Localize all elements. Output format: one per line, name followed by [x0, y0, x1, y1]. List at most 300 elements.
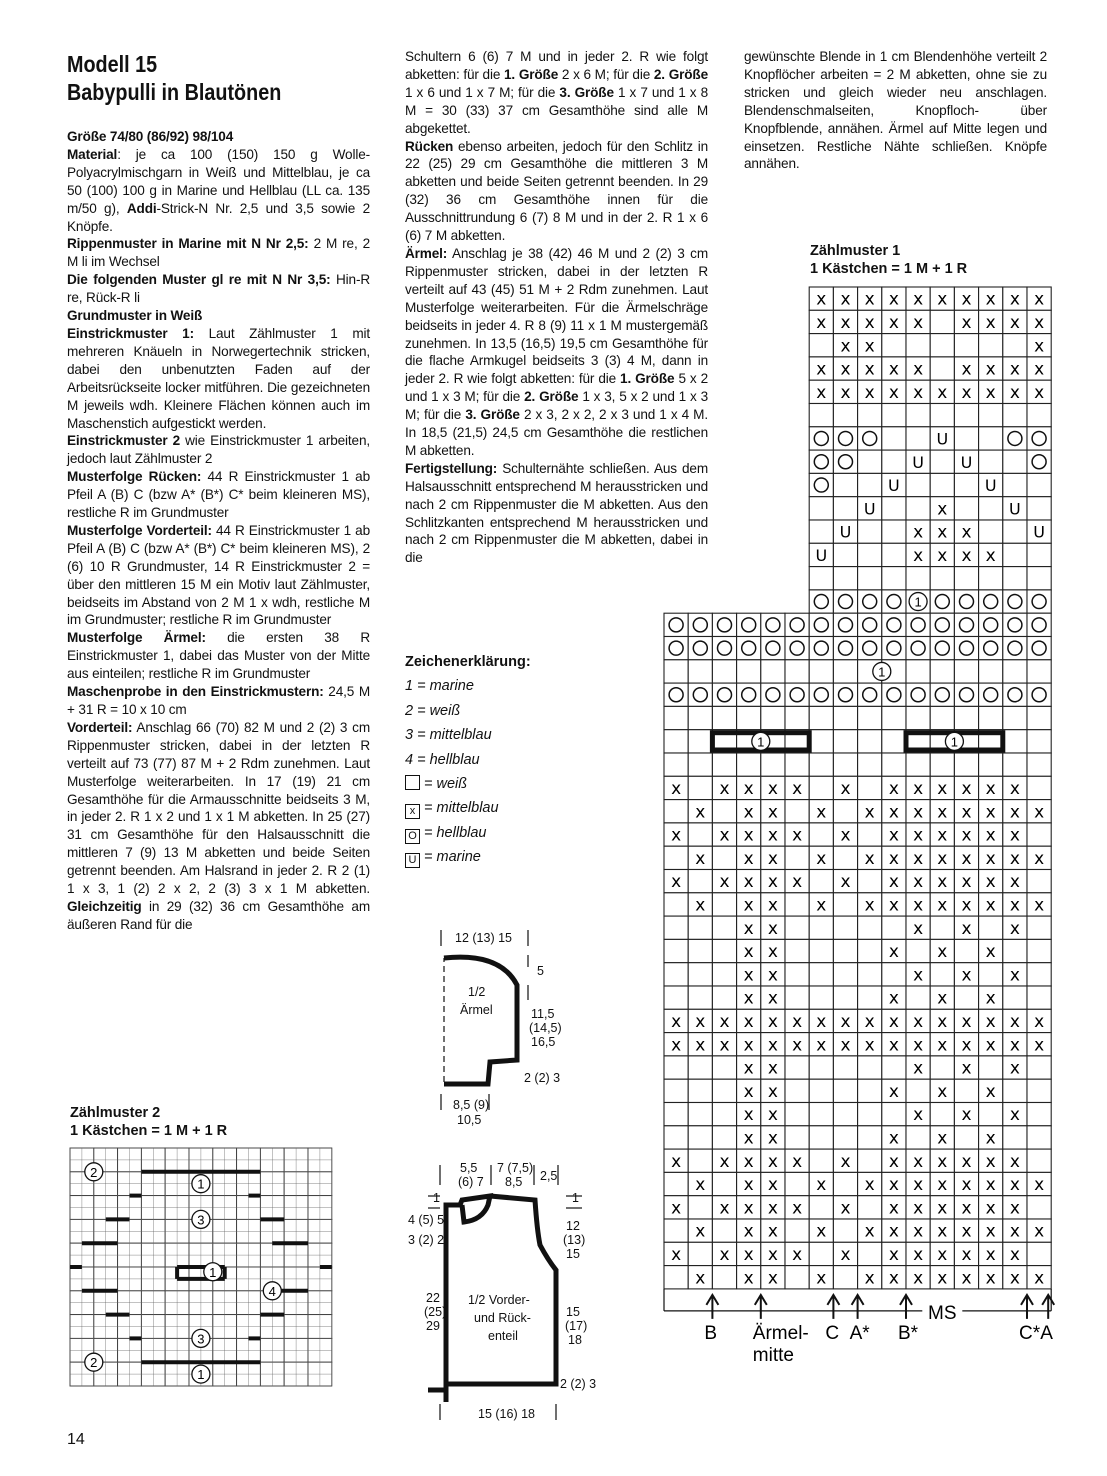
chart-cell	[785, 800, 809, 823]
chart-cell	[954, 986, 978, 1009]
chart-cell	[761, 706, 785, 729]
arrow-label: A	[1040, 1322, 1053, 1344]
x-mark: x	[985, 802, 996, 823]
chart-cell	[809, 590, 833, 613]
x-mark: x	[767, 988, 778, 1009]
zaehlmuster-2-grid	[70, 1148, 332, 1386]
chart-cell	[954, 473, 978, 496]
bold-run: Maschenprobe in den Einstrickmustern:	[67, 684, 324, 700]
marker-number: 3	[197, 1331, 205, 1347]
chart-cell	[833, 1103, 857, 1126]
chart-cell	[882, 613, 906, 636]
x-mark: x	[816, 382, 827, 403]
x-mark: x	[913, 1175, 924, 1196]
x-mark: x	[913, 545, 924, 566]
u-mark: U	[839, 522, 852, 542]
bold-run: Musterfolge Ärmel:	[67, 630, 206, 646]
chart-cell	[858, 1056, 882, 1079]
x-mark: x	[743, 802, 754, 823]
chart-cell	[809, 1103, 833, 1126]
bold-run: 1. Größe	[504, 66, 559, 82]
x-mark: x	[719, 1035, 730, 1056]
x-mark: x	[743, 1011, 754, 1032]
x-mark: x	[1034, 848, 1045, 869]
bold-run: Einstrickmuster 2	[67, 433, 181, 449]
chart-cell	[858, 404, 882, 427]
x-mark: x	[767, 1268, 778, 1289]
chart-cell	[1027, 730, 1051, 753]
x-mark: x	[1009, 825, 1020, 846]
sleeve-height-3: 16,5	[531, 1035, 556, 1049]
x-mark: x	[1034, 382, 1045, 403]
chart-cell	[954, 590, 978, 613]
chart-cell	[1027, 870, 1051, 893]
bold-run: 2. Größe	[524, 389, 579, 405]
text-run: 2 M re, 2 M li im Wechsel	[67, 236, 370, 270]
x-mark: x	[888, 1268, 899, 1289]
chart-cell	[737, 637, 761, 660]
x-mark: x	[743, 1105, 754, 1126]
chart-cell	[858, 1079, 882, 1102]
text-run: 1 x 6 und 1 x 7 M; für die	[405, 84, 560, 100]
sleeve-label-1: 1/2	[468, 985, 486, 999]
x-mark: x	[888, 312, 899, 333]
x-mark: x	[792, 1151, 803, 1172]
x-mark: x	[719, 1198, 730, 1219]
x-mark: x	[864, 1035, 875, 1056]
chart-cell	[882, 567, 906, 590]
x-mark: x	[671, 1198, 682, 1219]
x-mark: x	[985, 988, 996, 1009]
x-mark: x	[840, 336, 851, 357]
chart-cell	[785, 939, 809, 962]
x-mark: x	[961, 1151, 972, 1172]
x-mark: x	[1034, 336, 1045, 357]
x-mark: x	[1009, 872, 1020, 893]
chart-cell	[882, 427, 906, 450]
chart-cell	[954, 753, 978, 776]
chart-cell	[979, 427, 1003, 450]
chart-cell	[858, 520, 882, 543]
chart-cell	[809, 1079, 833, 1102]
chart-cell	[785, 753, 809, 776]
chart-cell	[712, 1219, 736, 1242]
page-number: 14	[67, 1431, 85, 1448]
chart-cell	[930, 1056, 954, 1079]
chart-cell	[1003, 1079, 1027, 1102]
chart-cell	[858, 637, 882, 660]
chart-cell	[1003, 473, 1027, 496]
bold-run: Grundmuster in Weiß	[67, 308, 203, 324]
chart-cell	[809, 660, 833, 683]
x-mark: x	[767, 825, 778, 846]
x-mark: x	[743, 895, 754, 916]
chart-cell	[954, 497, 978, 520]
chart-cell	[664, 1172, 688, 1195]
chart-cell	[785, 1126, 809, 1149]
chart-cell	[882, 706, 906, 729]
x-mark: x	[1009, 1058, 1020, 1079]
chart-cell	[833, 800, 857, 823]
x-mark: x	[937, 545, 948, 566]
neck-width-1: 5,5	[460, 1161, 478, 1175]
x-mark: x	[888, 988, 899, 1009]
x-mark: x	[913, 289, 924, 310]
marker-number: 1	[209, 1264, 217, 1280]
x-mark: x	[743, 918, 754, 939]
x-mark: x	[1009, 1035, 1020, 1056]
bold-run: Einstrickmuster 1:	[67, 325, 194, 341]
x-mark: x	[961, 895, 972, 916]
text-run: 44 R Einstrickmuster 1 ab Pfeil A (B) C (bzw A* (B*) C* beim kleineren MS), 2 (6) 10 R Grundmuster, 14 R Einstrickmuster 2 = über den mittleren 15 M ein Motiv laut Zählmuster, beidseits im Abstand von 2 M 1 x wdh, restliche M im Grundmuster; restliche R im Grundmuster	[67, 522, 370, 628]
chart-cell	[906, 404, 930, 427]
x-mark: x	[767, 872, 778, 893]
chart-cell	[809, 870, 833, 893]
x-mark: x	[719, 1151, 730, 1172]
chart-cell	[954, 427, 978, 450]
x-mark: x	[913, 359, 924, 380]
x-mark: x	[695, 1011, 706, 1032]
chart-cell	[1003, 939, 1027, 962]
chart-cell	[809, 683, 833, 706]
chart-cell	[954, 683, 978, 706]
x-mark: x	[1009, 1175, 1020, 1196]
x-mark: x	[767, 1244, 778, 1265]
x-mark: x	[671, 825, 682, 846]
chart-cell	[882, 520, 906, 543]
chart-cell	[785, 706, 809, 729]
chart-cell	[712, 800, 736, 823]
x-mark: x	[767, 848, 778, 869]
chart-cell	[809, 473, 833, 496]
slope-width: 2,5	[540, 1169, 558, 1183]
chart-cell	[833, 1126, 857, 1149]
sleeve-schematic	[441, 930, 562, 1127]
u-mark: U	[912, 452, 924, 472]
chart-cell	[833, 1266, 857, 1289]
u-mark: U	[1009, 499, 1021, 519]
chart-cell	[833, 590, 857, 613]
body-schematic	[408, 1161, 596, 1421]
chart-cell	[1027, 1103, 1051, 1126]
side-height-3: 18	[568, 1333, 582, 1347]
arrow-label: Ärmel-	[752, 1322, 809, 1344]
x-mark: x	[816, 848, 827, 869]
x-mark: x	[792, 1011, 803, 1032]
chart-cell	[809, 1126, 833, 1149]
marker-number: 4	[268, 1283, 276, 1299]
chart-cell	[1027, 473, 1051, 496]
chart-cell	[785, 893, 809, 916]
chart-cell	[833, 939, 857, 962]
chart-cell	[1003, 590, 1027, 613]
x-mark: x	[985, 1268, 996, 1289]
x-mark: x	[913, 522, 924, 543]
chart-cell	[906, 613, 930, 636]
arrow-up-icon	[900, 1295, 912, 1319]
x-mark: x	[985, 359, 996, 380]
chart-cell	[1027, 637, 1051, 660]
x-mark: x	[743, 1244, 754, 1265]
arrow-up-icon	[755, 1295, 767, 1319]
x-mark: x	[888, 942, 899, 963]
chart-cell	[930, 567, 954, 590]
text-run: -Strick-N Nr. 2,5 und 3,5 sowie 2 Knöpfe.	[67, 200, 370, 234]
x-mark: x	[816, 1035, 827, 1056]
chart-cell	[785, 637, 809, 660]
x-mark: x	[816, 312, 827, 333]
chart-cell	[1003, 334, 1027, 357]
x-mark: x	[695, 802, 706, 823]
bold-run: Addi	[126, 200, 157, 216]
x-mark: x	[937, 289, 948, 310]
chart-cell	[664, 1103, 688, 1126]
x-mark: x	[913, 1221, 924, 1242]
x-mark: x	[792, 1198, 803, 1219]
x-mark: x	[888, 289, 899, 310]
x-mark: x	[913, 1011, 924, 1032]
chart-cell	[833, 706, 857, 729]
chart2-scale: 1 Kästchen = 1 M + 1 R	[70, 1123, 228, 1139]
chart-cell	[785, 1079, 809, 1102]
bold-run: 3. Größe	[465, 407, 520, 423]
x-mark: x	[767, 1058, 778, 1079]
chart-cell	[809, 706, 833, 729]
chart-cell	[858, 963, 882, 986]
chart-cell	[664, 846, 688, 869]
chart-cell	[882, 404, 906, 427]
chart-cell	[979, 683, 1003, 706]
x-mark: x	[743, 1058, 754, 1079]
chart-cell	[809, 776, 833, 799]
chart-cell	[1003, 660, 1027, 683]
chart-cell	[809, 404, 833, 427]
x-mark: x	[1009, 1268, 1020, 1289]
x-mark: x	[937, 1151, 948, 1172]
chart-cell	[737, 660, 761, 683]
arrow-label: C*	[1019, 1322, 1041, 1344]
chart-cell	[833, 893, 857, 916]
chart-cell	[930, 590, 954, 613]
chart-cell	[833, 846, 857, 869]
x-mark: x	[743, 1128, 754, 1149]
arrow-up-icon	[1042, 1295, 1054, 1319]
x-mark: x	[961, 289, 972, 310]
x-mark: x	[913, 895, 924, 916]
chart-cell	[833, 1056, 857, 1079]
chart-cell	[809, 334, 833, 357]
arrow-up-icon	[852, 1295, 864, 1319]
x-mark: x	[840, 1151, 851, 1172]
chart-cell	[858, 706, 882, 729]
x-mark: x	[961, 312, 972, 333]
chart-cell	[930, 660, 954, 683]
shoulder-width-2: 8,5	[505, 1175, 523, 1189]
x-mark: x	[743, 988, 754, 1009]
arrow-up-icon	[827, 1295, 839, 1319]
x-mark: x	[1034, 1268, 1045, 1289]
chart-cell	[688, 963, 712, 986]
x-mark: x	[1009, 965, 1020, 986]
chart-cell	[712, 893, 736, 916]
body-neck-depth-2: 3 (2) 2	[408, 1233, 445, 1247]
x-mark: x	[985, 1175, 996, 1196]
chart-cell	[761, 753, 785, 776]
x-mark: x	[864, 1175, 875, 1196]
x-mark: x	[743, 1221, 754, 1242]
legend-item: 3 = mittelblau	[405, 727, 492, 744]
text-run: Anschlag je 38 (42) 46 M und 2 (2) 3 cm Rippenmuster stricken, dabei in der letzten R verteilt auf 43 (45) 51 M + 2 Rdm zunehmen. Laut Musterfolge weiterarbeiten. Für die Ärmelschräge beidseits in jeder 4. R 8 (9) 11 x 1 M mustergemäß zunehmen. In 13,5 (16,5) 19,5 cm Gesamthöhe für die flache Armkugel beidseits 3 (3) 4 M, dann in jeder 2. R wie folgt abketten: für die	[405, 245, 708, 387]
bold-run: 3. Größe	[559, 84, 614, 100]
chart-cell	[930, 450, 954, 473]
sleeve-top-width: 12 (13) 15	[455, 931, 512, 945]
chart-cell	[930, 334, 954, 357]
chart-cell	[858, 473, 882, 496]
chart-cell	[954, 637, 978, 660]
x-mark: x	[1009, 1151, 1020, 1172]
x-mark: x	[961, 1105, 972, 1126]
x-mark: x	[1034, 802, 1045, 823]
x-mark: x	[1009, 802, 1020, 823]
chart-cell	[979, 916, 1003, 939]
text-run: Schulternähte schließen. Aus dem Halsausschnitt entsprechend M herausstricken und nach 2 cm Rippenmuster die M abketten. Aus den Schlitzkanten entsprechend M herausstricken und nach 2 cm Rippenmuster die M abketten, dabei in die	[405, 460, 708, 566]
x-mark: x	[913, 1105, 924, 1126]
chart-cell	[882, 916, 906, 939]
chart-cell	[761, 660, 785, 683]
x-mark: x	[961, 1268, 972, 1289]
x-mark: x	[913, 965, 924, 986]
chart-cell	[882, 1103, 906, 1126]
sleeve-height-1: 11,5	[531, 1007, 555, 1021]
x-mark: x	[840, 778, 851, 799]
chart-cell	[833, 450, 857, 473]
x-mark: x	[937, 1035, 948, 1056]
x-mark: x	[1034, 1035, 1045, 1056]
x-mark: x	[888, 1128, 899, 1149]
x-mark: x	[1009, 895, 1020, 916]
x-mark: x	[1009, 359, 1020, 380]
chart-cell	[833, 1219, 857, 1242]
chart-cell	[712, 1172, 736, 1195]
x-mark: x	[767, 965, 778, 986]
x-mark: x	[743, 942, 754, 963]
x-mark: x	[937, 382, 948, 403]
x-mark: x	[864, 895, 875, 916]
u-mark: U	[863, 499, 876, 519]
chart-cell	[930, 753, 954, 776]
chart-cell	[688, 1149, 712, 1172]
text-run: 1 x 3, 5 x 2 und 1 x 3 M; für die	[405, 389, 708, 423]
x-mark: x	[792, 1244, 803, 1265]
chart-cell	[1027, 660, 1051, 683]
u-mark: U	[960, 452, 973, 472]
chart-cell	[833, 916, 857, 939]
x-mark: x	[1009, 382, 1020, 403]
x-mark: x	[888, 872, 899, 893]
chart-cell	[906, 1079, 930, 1102]
chart-cell	[785, 683, 809, 706]
chart-cell	[712, 986, 736, 1009]
x-mark: x	[937, 802, 948, 823]
x-mark: x	[937, 1268, 948, 1289]
text-run: : je ca 100 (150) 150 g Wolle-Polyacrylmischgarn in Weiß und Mittelblau, je ca 50 (100) 100 g in Marine und Hellblau (LL ca. 135 m/50 g),	[67, 146, 370, 216]
chart2-title: Zählmuster 2	[70, 1105, 161, 1121]
chart-cell	[809, 916, 833, 939]
x-mark: x	[816, 1268, 827, 1289]
chart-cell	[906, 660, 930, 683]
chart-cell	[664, 916, 688, 939]
marker-number: 3	[197, 1212, 205, 1228]
x-mark: x	[913, 312, 924, 333]
chart-cell	[785, 1219, 809, 1242]
chart-cell	[979, 590, 1003, 613]
x-mark: x	[743, 872, 754, 893]
armhole-height-3: 15	[566, 1247, 580, 1261]
chart-cell	[906, 683, 930, 706]
x-mark: x	[767, 802, 778, 823]
chart-cell	[858, 1196, 882, 1219]
chart-cell	[1027, 776, 1051, 799]
chart-cell	[1027, 450, 1051, 473]
chart-cell	[688, 916, 712, 939]
chart-cell	[858, 730, 882, 753]
chart1-scale: 1 Kästchen = 1 M + 1 R	[810, 261, 968, 277]
x-mark: x	[864, 359, 875, 380]
x-mark: x	[937, 848, 948, 869]
bold-run: Rücken	[405, 138, 454, 154]
x-mark: x	[961, 778, 972, 799]
x-mark: x	[913, 1058, 924, 1079]
chart-cell	[809, 1056, 833, 1079]
x-mark: x	[719, 1244, 730, 1265]
chart-cell	[809, 497, 833, 520]
x-mark: x	[695, 1035, 706, 1056]
text-run: 44 R Einstrickmuster 1 ab Pfeil A (B) C (bzw A* (B*) C* beim kleineren MS), restliche R im Grundmuster	[67, 469, 370, 521]
chart-cell	[785, 986, 809, 1009]
x-mark: x	[937, 1011, 948, 1032]
x-mark: x	[767, 1011, 778, 1032]
chart-cell	[664, 730, 688, 753]
x-mark: x	[961, 1198, 972, 1219]
x-mark: x	[985, 1081, 996, 1102]
x-mark: x	[985, 1198, 996, 1219]
chart-cell	[688, 1056, 712, 1079]
x-mark: x	[913, 778, 924, 799]
chart-cell	[688, 660, 712, 683]
chart-cell	[1003, 613, 1027, 636]
x-mark: x	[816, 289, 827, 310]
slit-height-2: (25)	[424, 1305, 447, 1319]
chart-cell	[664, 1079, 688, 1102]
x-mark: x	[888, 382, 899, 403]
x-mark: x	[719, 778, 730, 799]
x-mark: x	[985, 1011, 996, 1032]
chart-cell	[858, 916, 882, 939]
chart-cell	[664, 683, 688, 706]
text-run: 2 x 3, 2 x 2, 2 x 3 und 1 x 4 M. In 18,5 (21,5) 24,5 cm Gesamthöhe die restlichen M abketten.	[405, 407, 708, 458]
chart-cell	[979, 1103, 1003, 1126]
chart-cell	[1027, 1079, 1051, 1102]
chart-cell	[761, 683, 785, 706]
chart-cell	[712, 1126, 736, 1149]
chart-cell	[785, 613, 809, 636]
neck-width-2: (6) 7	[458, 1175, 484, 1189]
bold-run: Die folgenden Muster gl re mit N Nr 3,5:	[67, 272, 331, 288]
x-mark: x	[937, 825, 948, 846]
x-mark: x	[985, 312, 996, 333]
chart-cell	[712, 1266, 736, 1289]
chart-cell	[882, 730, 906, 753]
